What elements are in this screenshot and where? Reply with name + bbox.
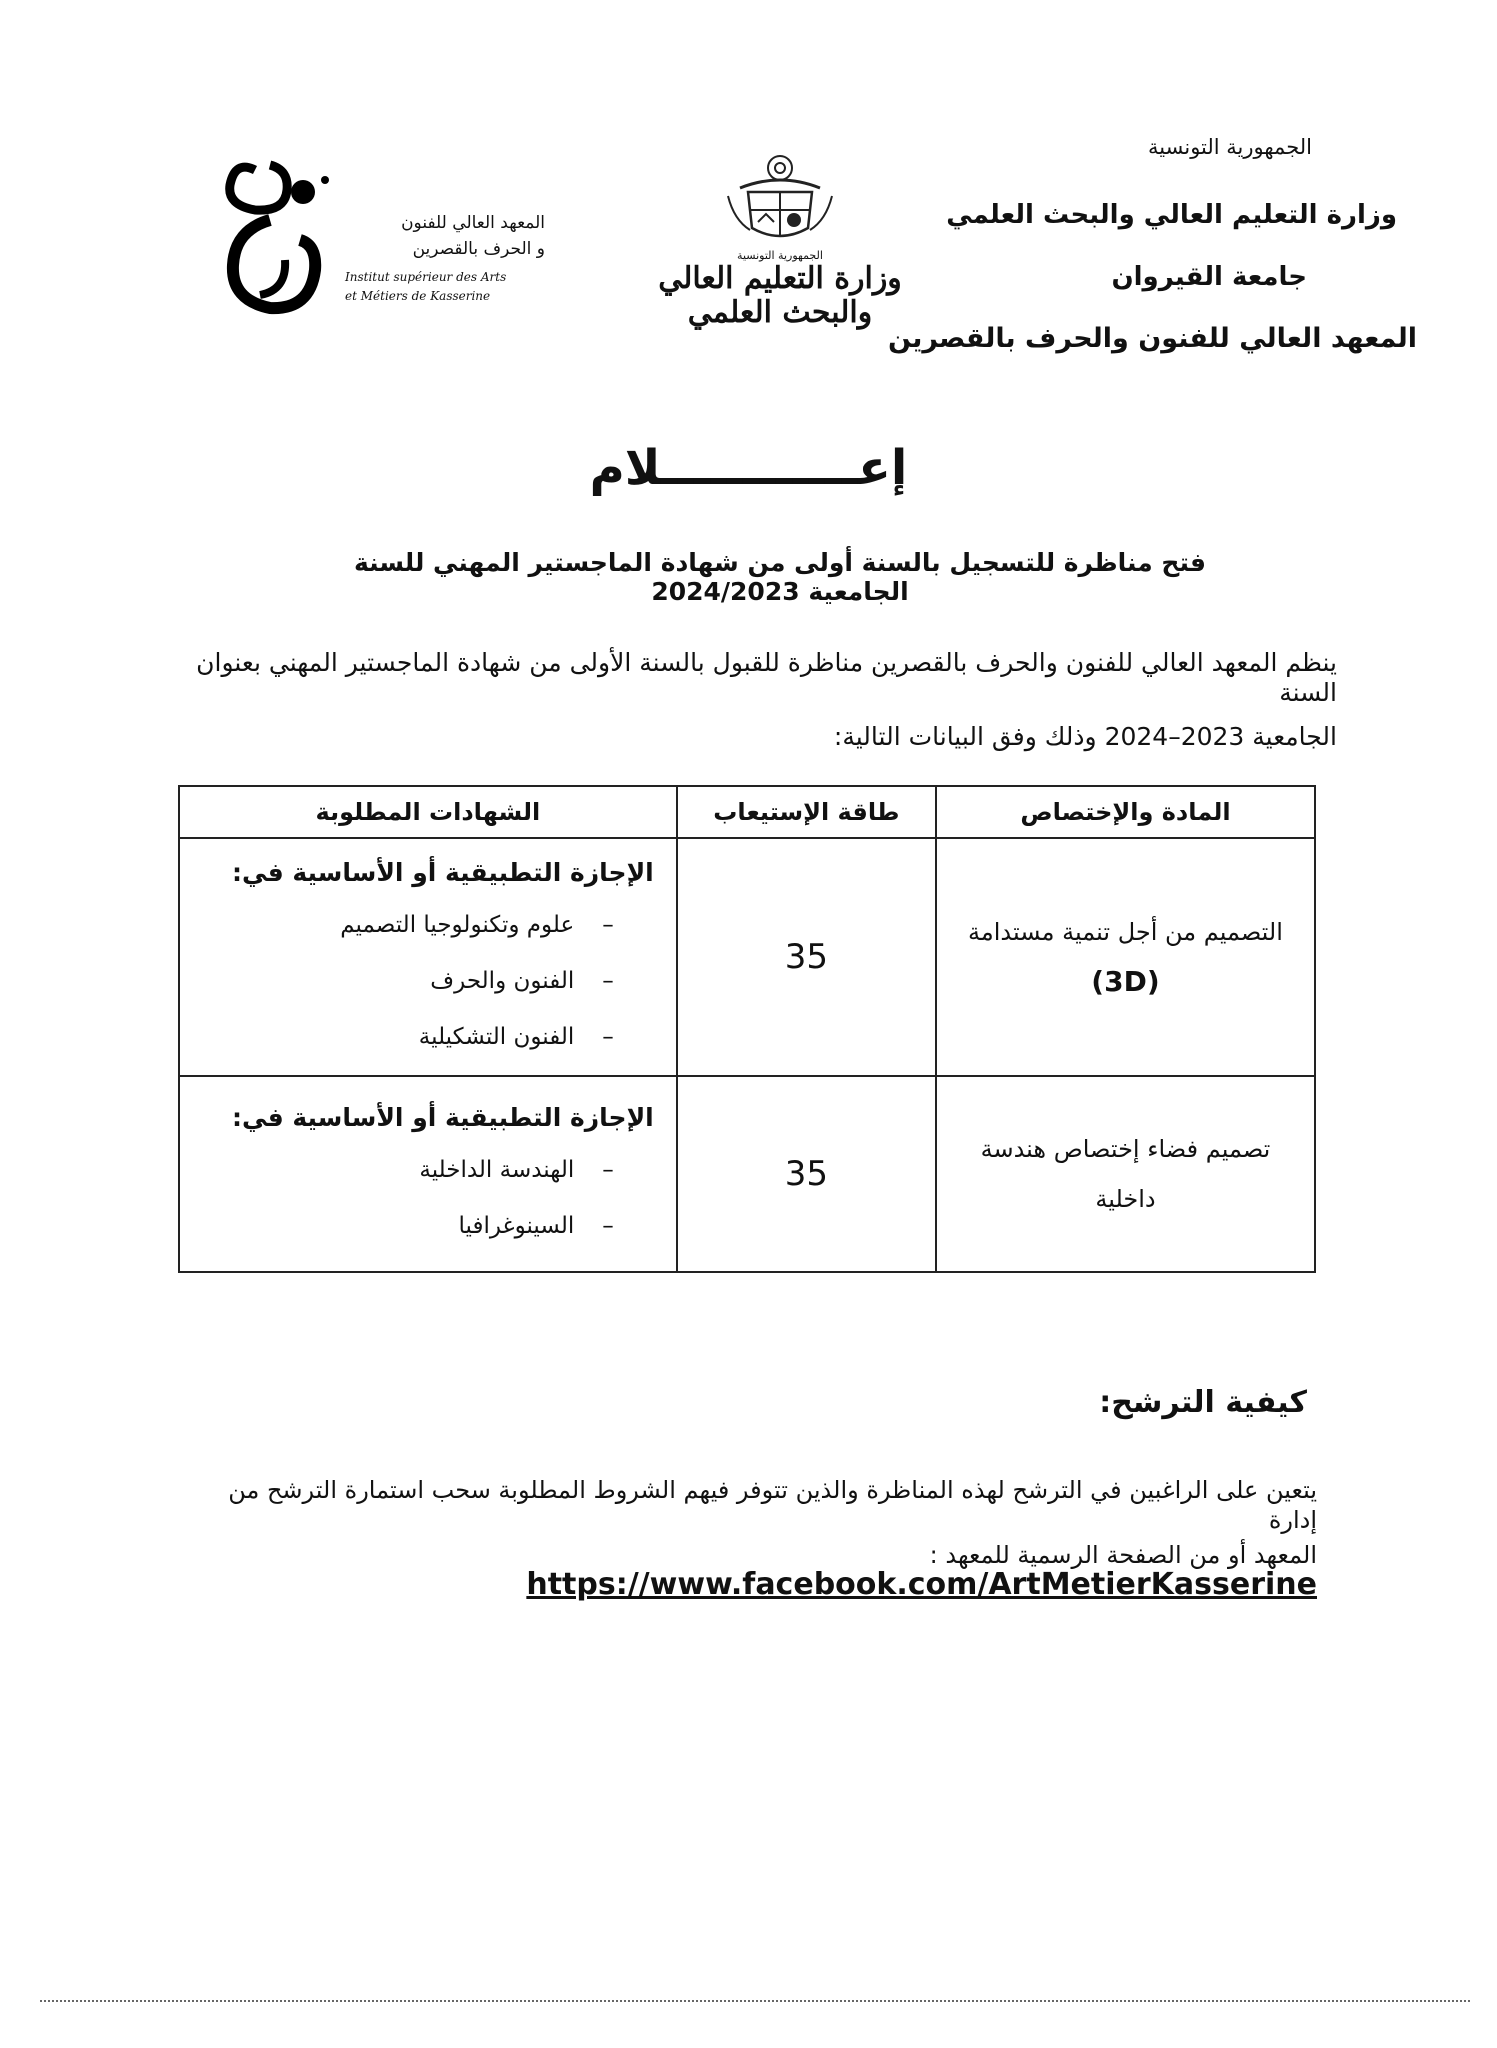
- intro-line-1: ينظم المعهد العالي للفنون والحرف بالقصرين مناظرة للقبول بالسنة الأولى من شهادة الماجستير المهني بعنوان السنة: [196, 648, 1337, 707]
- subject-line-1: تصميم فضاء إختصاص هندسة: [980, 1135, 1271, 1163]
- university-label: جامعة القيروان: [1111, 262, 1307, 292]
- how-to-apply-line-1: يتعين على الراغبين في الترشح لهذه المناظرة والذين تتوفر فيهم الشروط المطلوبة سحب استمارة الترشح من إدارة: [228, 1476, 1317, 1534]
- degrees-heading: الإجازة التطبيقية أو الأساسية في:: [232, 1103, 654, 1132]
- programs-table: [178, 785, 1316, 1273]
- logo-ar-line1: المعهد العالي للفنون: [401, 213, 545, 233]
- ministry-label: وزارة التعليم العالي والبحث العلمي: [946, 200, 1397, 230]
- subject-line-2: (3D): [1091, 965, 1160, 998]
- degrees-cell: [179, 1076, 677, 1272]
- scan-footer-divider: [40, 2000, 1470, 2002]
- degrees-heading: الإجازة التطبيقية أو الأساسية في:: [232, 858, 654, 887]
- degrees-cell: [179, 838, 677, 1076]
- facebook-link[interactable]: https://www.facebook.com/ArtMetierKasserine: [526, 1567, 1317, 1602]
- degree-item: –الفنون والحرف: [430, 968, 614, 994]
- logo-fr-line1: Institut supérieur des Arts: [345, 270, 507, 284]
- calligraphy-logo-icon: [215, 150, 340, 320]
- table-row: [179, 838, 1315, 1076]
- header-degrees: الشهادات المطلوبة: [179, 786, 677, 838]
- degree-item: –علوم وتكنولوجيا التصميم: [340, 912, 614, 938]
- degree-item: –السينوغرافيا: [458, 1213, 614, 1239]
- page-title: إعــــــــــــلام: [589, 440, 908, 496]
- emblem-subtitle: الجمهورية التونسية: [737, 249, 823, 262]
- how-to-apply-heading: كيفية الترشح:: [1099, 1385, 1307, 1420]
- announcement-subtitle: فتح مناظرة للتسجيل بالسنة أولى من شهادة الماجستير المهني للسنة الجامعية 2024/2023: [353, 548, 1207, 606]
- capacity-cell: 35: [677, 838, 936, 1076]
- subject-cell: [936, 1076, 1315, 1272]
- logo-french-text: [345, 268, 506, 306]
- header-capacity: طاقة الإستيعاب: [677, 786, 936, 838]
- institute-label: المعهد العالي للفنون والحرف بالقصرين: [887, 323, 1417, 354]
- table-header-row: [179, 786, 1315, 838]
- subject-line-2: داخلية: [1095, 1185, 1156, 1213]
- degree-item: –الفنون التشكيلية: [418, 1024, 614, 1050]
- subject-line-1: التصميم من أجل تنمية مستدامة: [968, 918, 1283, 946]
- intro-line-2: الجامعية 2023–2024 وذلك وفق البيانات التالية:: [833, 722, 1337, 751]
- subject-cell: [936, 838, 1315, 1076]
- how-to-apply-prefix: المعهد أو من الصفحة الرسمية للمعهد :: [929, 1541, 1317, 1569]
- emblem-ministry-line2: والبحث العلمي: [687, 295, 873, 330]
- header-subject: المادة والإختصاص: [936, 786, 1315, 838]
- logo-fr-line2: et Métiers de Kasserine: [345, 289, 491, 303]
- ministry-emblem: [630, 150, 930, 340]
- capacity-cell: 35: [677, 1076, 936, 1272]
- emblem-ministry-line1: وزارة التعليم العالي: [658, 261, 902, 296]
- degree-item: –الهندسة الداخلية: [419, 1157, 614, 1183]
- how-to-apply-line-2: [187, 1540, 1317, 1601]
- republic-label: الجمهورية التونسية: [1148, 135, 1312, 159]
- table-row: [179, 1076, 1315, 1272]
- institute-logo: [215, 150, 545, 320]
- tunisia-coat-of-arms-icon: [720, 150, 840, 245]
- logo-ar-line2: و الحرف بالقصرين: [412, 239, 545, 259]
- logo-arabic-text: [345, 210, 545, 262]
